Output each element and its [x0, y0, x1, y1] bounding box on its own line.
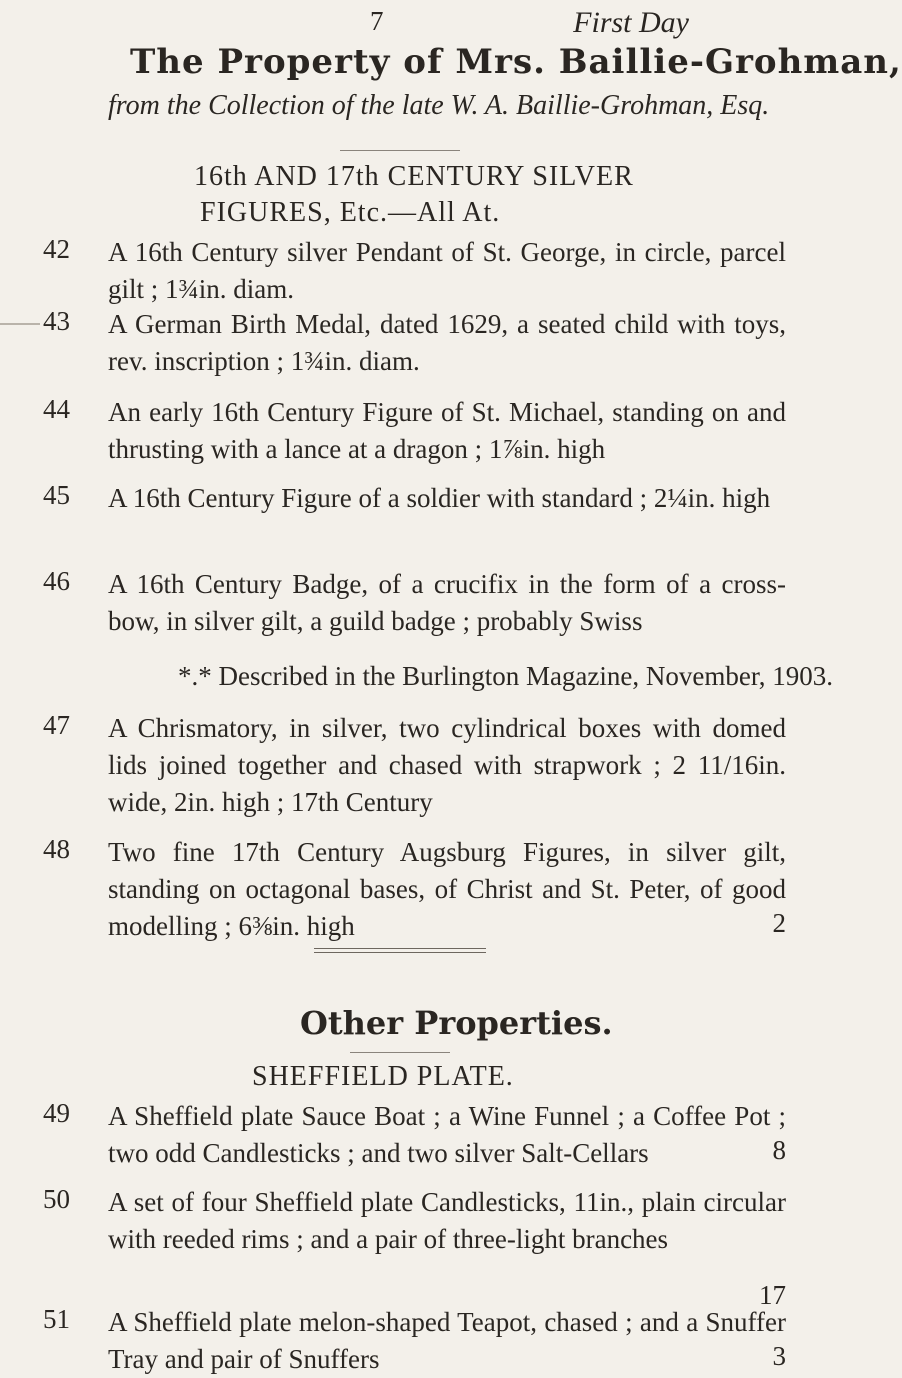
lot-number: 48 [43, 834, 70, 864]
margin-mark [0, 323, 40, 325]
lot-number: 43 [43, 306, 70, 336]
lot-number: 44 [43, 394, 70, 424]
divider [350, 1052, 450, 1053]
lot-price: 2 [772, 908, 786, 938]
lot-description: A Sheffield plate melon-shaped Teapot, chased ; and a Snuffer Tray and pair of Snuffers [108, 1307, 786, 1374]
lot-description: A German Birth Medal, dated 1629, a seated child with toys, rev. inscription ; 1¾in. diam. [108, 309, 786, 376]
lot-number: 46 [43, 566, 70, 596]
lot-description: A 16th Century Figure of a soldier with standard ; 2¼in. high [108, 483, 771, 513]
collection-line: from the Collection of the late W. A. Baillie-Grohman, Esq. [108, 90, 770, 121]
lot-number: 47 [43, 710, 70, 740]
lot-number: 42 [43, 234, 70, 264]
other-properties-heading: Other Properties. [300, 1004, 613, 1042]
lot-number: 50 [43, 1184, 70, 1214]
lot-description: Two fine 17th Century Augsburg Figures, in silver gilt, standing on octagonal bases, of Christ and St. Peter, of good modelling ; 6⅜in. high [108, 837, 786, 941]
lot-price: 17 [759, 1280, 786, 1310]
lot-description: A set of four Sheffield plate Candlesticks, 11in., plain circular with reeded rims ; and a pair of three-light branches [108, 1187, 786, 1254]
day-label: First Day [573, 6, 689, 39]
lot-number: 49 [43, 1098, 70, 1128]
bibliographic-note: *.* Described in the Burlington Magazine, November, 1903. [178, 661, 834, 691]
double-divider [314, 948, 486, 953]
lot-price: 3 [772, 1341, 786, 1371]
lot-number: 51 [43, 1304, 70, 1334]
divider [340, 150, 460, 151]
lot-price: 8 [772, 1135, 786, 1165]
lot-number: 45 [43, 480, 70, 510]
lot-description: A Chrismatory, in silver, two cylindrical boxes with domed lids joined together and chased with strapwork ; 2 11/16in. wide, 2in. high ; 17th Century [108, 713, 786, 817]
property-title: The Property of Mrs. Baillie-Grohman, [130, 42, 902, 82]
lot-description: An early 16th Century Figure of St. Michael, standing on and thrusting with a lance at a dragon ; 1⅞in. high [108, 397, 786, 464]
lot-description: A Sheffield plate Sauce Boat ; a Wine Funnel ; a Coffee Pot ; two odd Candlesticks ; and two silver Salt-Cellars [108, 1101, 786, 1168]
section-title-line2: FIGURES, Etc.—All At. [200, 197, 501, 228]
page-number: 7 [370, 6, 384, 36]
lot-description: A 16th Century silver Pendant of St. George, in circle, parcel gilt ; 1¾in. diam. [108, 237, 786, 304]
lot-description: A 16th Century Badge, of a crucifix in the form of a cross-bow, in silver gilt, a guild badge ; probably Swiss [108, 569, 786, 636]
section-title-line1: 16th AND 17th CENTURY SILVER [194, 161, 634, 192]
section2-title: SHEFFIELD PLATE. [252, 1061, 514, 1092]
